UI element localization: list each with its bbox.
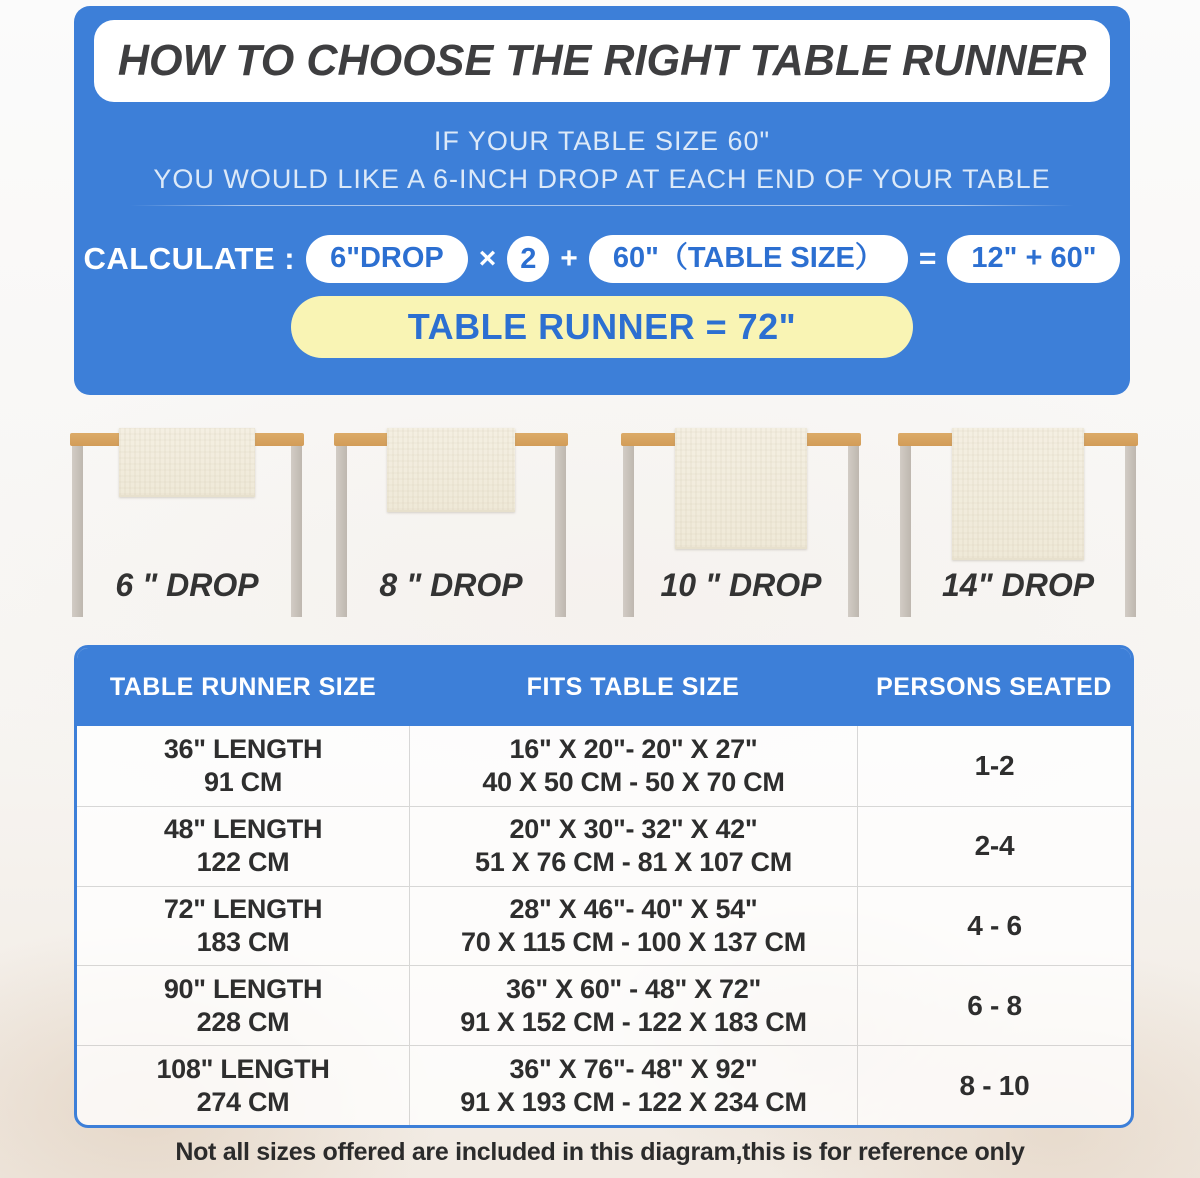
fits-size-inches: 36" X 76"- 48" X 92" — [509, 1053, 758, 1084]
fits-size-cell — [409, 726, 857, 806]
table-figure-10-drop — [621, 395, 861, 645]
column-header-fits-table-size: FITS TABLE SIZE — [526, 672, 740, 701]
fits-size-cm: 91 X 193 CM - 122 X 234 CM — [460, 1086, 807, 1117]
result-pill: TABLE RUNNER = 72" — [291, 296, 913, 358]
persons-cell: 2-4 — [857, 807, 1131, 886]
fits-size-cm: 40 X 50 CM - 50 X 70 CM — [482, 766, 785, 797]
runner-cloth — [387, 428, 515, 512]
subtitle-line-1: IF YOUR TABLE SIZE 60" — [433, 126, 771, 156]
runner-cloth — [675, 428, 807, 549]
size-chart-body — [77, 726, 1131, 1125]
persons-cell: 8 - 10 — [857, 1046, 1131, 1125]
subtitle-line-2: YOU WOULD LIKE A 6-INCH DROP AT EACH END OF YOUR TABLE — [153, 164, 1051, 194]
multiplier-circle: 2 — [507, 236, 549, 282]
persons-cell: 6 - 8 — [857, 966, 1131, 1045]
drop-value-pill: 6"DROP — [306, 235, 468, 283]
column-header-runner-size: TABLE RUNNER SIZE — [109, 672, 377, 701]
fits-size-inches: 28" X 46"- 40" X 54" — [509, 894, 758, 925]
drop-diagram-row — [0, 395, 1200, 645]
drop-label: 6 " DROP — [115, 567, 259, 603]
fits-size-inches: 20" X 30"- 32" X 42" — [509, 814, 758, 845]
runner-size-cell — [77, 887, 409, 966]
page-title: HOW TO CHOOSE THE RIGHT TABLE RUNNER — [117, 36, 1087, 85]
runner-cloth — [952, 428, 1084, 560]
runner-size-cm: 183 CM — [196, 926, 290, 957]
table-row — [77, 886, 1131, 966]
runner-size-cell — [77, 1046, 409, 1125]
runner-size-inches: 48" LENGTH — [163, 814, 323, 845]
divider-line — [130, 205, 1074, 206]
runner-size-inches: 72" LENGTH — [163, 894, 323, 925]
table-figure-14-drop — [898, 395, 1138, 645]
drop-label: 8 " DROP — [379, 567, 523, 603]
times-operator: × — [478, 242, 497, 275]
table-row — [77, 726, 1131, 806]
runner-size-cm: 228 CM — [196, 1006, 290, 1037]
table-row — [77, 965, 1131, 1045]
runner-size-cm: 274 CM — [196, 1086, 290, 1117]
table-figure-8-drop — [334, 395, 568, 645]
fits-size-inches: 16" X 20"- 20" X 27" — [509, 733, 758, 764]
column-header-persons-seated: PERSONS SEATED — [876, 672, 1112, 701]
fits-size-cm: 51 X 76 CM - 81 X 107 CM — [474, 847, 792, 878]
table-row — [77, 806, 1131, 886]
fits-size-cell — [409, 966, 857, 1045]
runner-size-inches: 36" LENGTH — [163, 733, 323, 764]
fits-size-cell — [409, 1046, 857, 1125]
instruction-panel — [74, 6, 1130, 395]
equals-operator: = — [918, 242, 937, 275]
table-row — [77, 1045, 1131, 1125]
sum-pill: 12" + 60" — [947, 235, 1120, 283]
fits-size-cell — [409, 887, 857, 966]
size-chart-header — [77, 648, 1131, 726]
table-size-pill: 60"（TABLE SIZE） — [589, 235, 908, 283]
runner-size-cell — [77, 726, 409, 806]
persons-cell: 4 - 6 — [857, 887, 1131, 966]
calculation-row — [74, 234, 1130, 284]
table-figure-6-drop — [70, 395, 304, 645]
runner-cloth — [119, 428, 255, 497]
fits-size-cm: 70 X 115 CM - 100 X 137 CM — [461, 926, 806, 957]
calculate-label: CALCULATE : — [83, 241, 296, 276]
fits-size-cell — [409, 807, 857, 886]
size-chart-panel — [74, 645, 1134, 1128]
persons-cell: 1-2 — [857, 726, 1131, 806]
runner-size-cm: 122 CM — [196, 847, 290, 878]
drop-label: 14" DROP — [941, 567, 1095, 603]
runner-size-cell — [77, 807, 409, 886]
fits-size-inches: 36" X 60" - 48" X 72" — [505, 973, 761, 1004]
plus-operator: + — [560, 242, 578, 275]
runner-size-cm: 91 CM — [203, 766, 283, 797]
runner-size-inches: 108" LENGTH — [156, 1053, 330, 1084]
runner-size-inches: 90" LENGTH — [163, 973, 323, 1004]
title-banner — [94, 20, 1110, 102]
runner-size-cell — [77, 966, 409, 1045]
drop-label: 10 " DROP — [660, 567, 822, 603]
fits-size-cm: 91 X 152 CM - 122 X 183 CM — [460, 1006, 807, 1037]
footer-note: Not all sizes offered are included in this diagram,this is for reference only — [175, 1138, 1025, 1166]
